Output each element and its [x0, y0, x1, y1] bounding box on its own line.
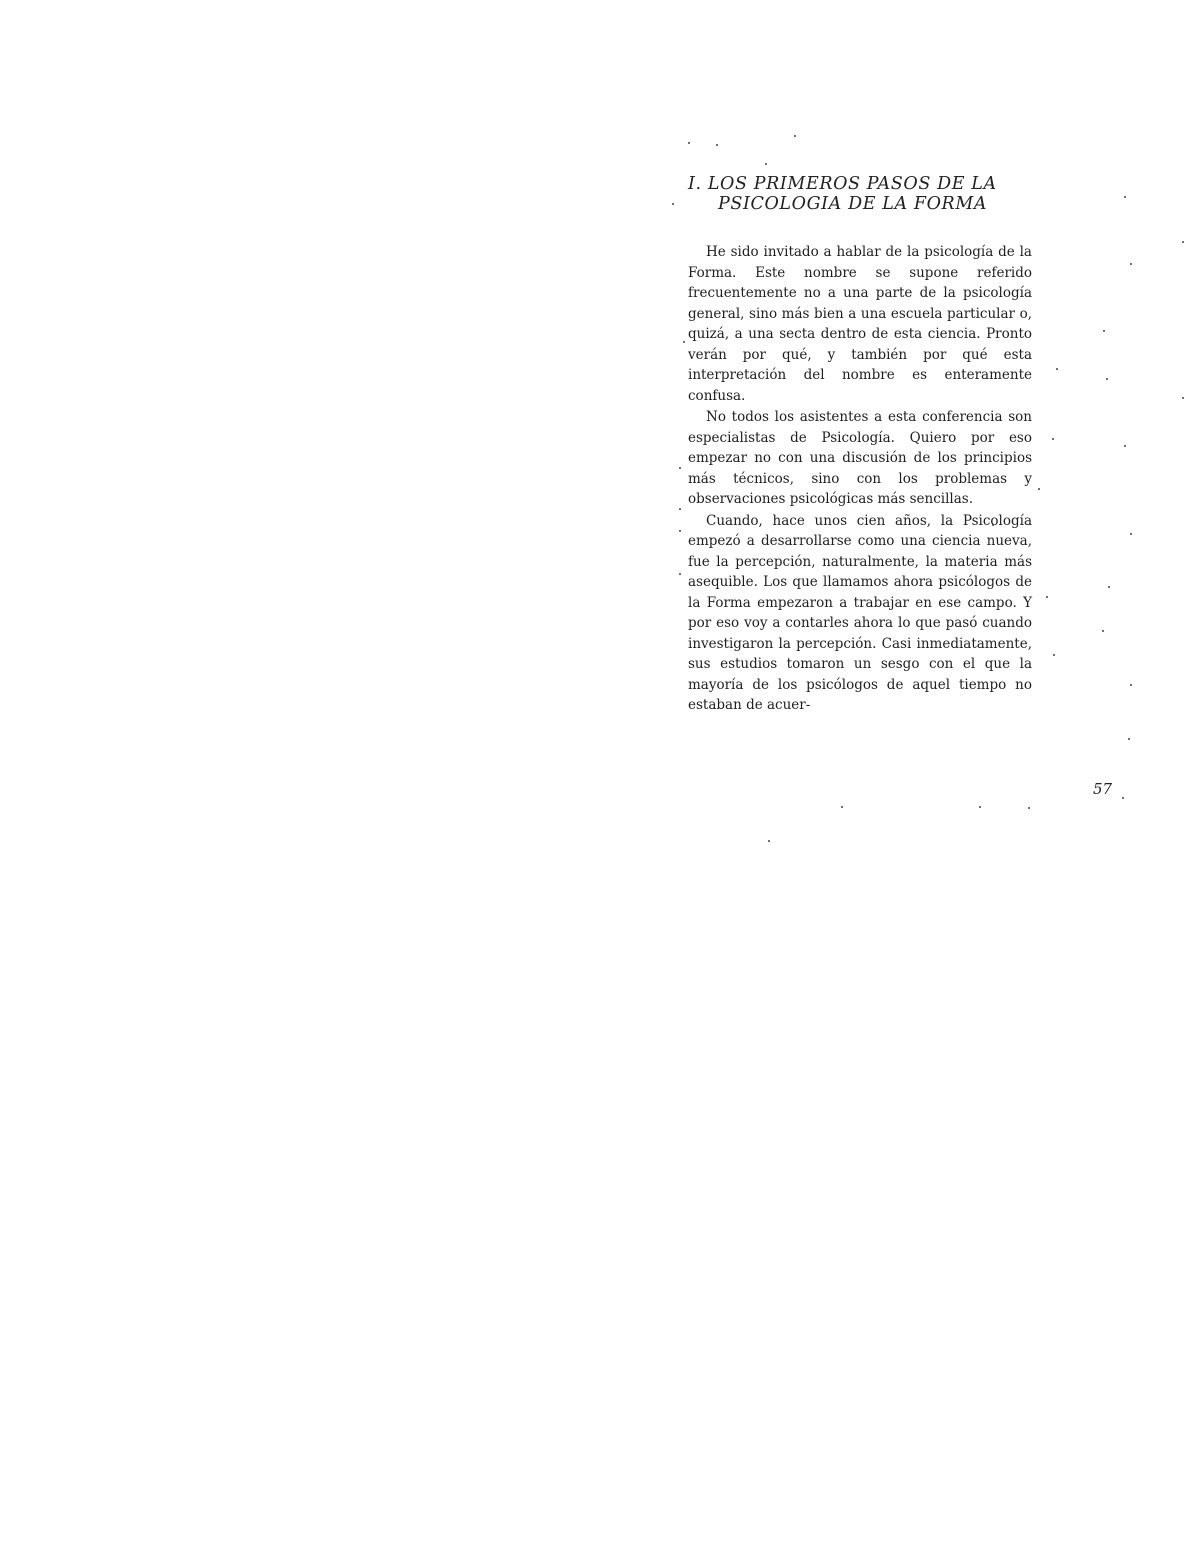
scan-speck — [1130, 263, 1132, 265]
scan-speck — [1106, 378, 1108, 380]
scan-speck — [1124, 196, 1126, 198]
scan-speck — [672, 203, 674, 205]
scan-speck — [716, 144, 718, 146]
scan-speck — [1130, 684, 1132, 686]
scan-speck — [1182, 397, 1184, 399]
scan-speck — [1122, 797, 1124, 799]
text-column — [688, 174, 1032, 716]
scan-speck — [1130, 533, 1132, 535]
paragraph-3: Cuando, hace unos cien años, la Psicología empezó a desarrollarse como una ciencia nueva, fue la percepción, naturalmente, la materia más asequible. Los que llamamos ahora psicólogos de la Forma empezaron a trabajar en ese campo. Y por eso voy a contarles ahora lo que pasó cuando investigaron la percepción. Casi inmediatamente, sus estudios tomaron un sesgo con el que la mayoría de los psicólogos de aquel tiempo no estaban de acuer- — [688, 512, 1032, 713]
scan-speck — [679, 573, 681, 575]
scan-speck — [1046, 596, 1048, 598]
scan-speck — [979, 806, 981, 808]
scan-speck — [794, 135, 796, 137]
scan-speck — [679, 530, 681, 532]
scan-speck — [1128, 738, 1130, 740]
paragraph-1: He sido invitado a hablar de la psicología de la Forma. Este nombre se supone referido frecuentemente no a una parte de la psicología general, sino más bien a una escuela particular o, quizá, a una secta dentro de esta ciencia. Pronto verán por qué, y también por qué esta interpretación del nombre es enteramente confusa. — [688, 244, 1032, 404]
scan-speck — [841, 806, 843, 808]
scan-speck — [1056, 368, 1058, 370]
scan-speck — [765, 163, 767, 165]
scan-speck — [688, 142, 690, 144]
scan-speck — [1053, 654, 1055, 656]
scan-speck — [683, 341, 685, 343]
paragraph-2: No todos los asistentes a esta conferencia son especialistas de Psicología. Quiero por eso empezar no con una discusión de los principios más técnicos, sino con los problemas y observaciones psicológicas más sencillas. — [688, 409, 1032, 507]
scan-speck — [1182, 241, 1184, 243]
page-number: 57 — [1093, 780, 1113, 798]
scan-speck — [1038, 488, 1040, 490]
scan-speck — [1108, 586, 1110, 588]
scan-speck — [679, 467, 681, 469]
scan-speck — [679, 508, 681, 510]
scan-speck — [1028, 807, 1030, 809]
scan-speck — [1102, 630, 1104, 632]
scan-speck — [1103, 330, 1105, 332]
section-title: I. LOS PRIMEROS PASOS DE LA PSICOLOGIA DE LA FORMA — [688, 174, 997, 214]
scan-speck — [768, 840, 770, 842]
scan-speck — [1124, 445, 1126, 447]
scan-speck — [1052, 438, 1054, 440]
